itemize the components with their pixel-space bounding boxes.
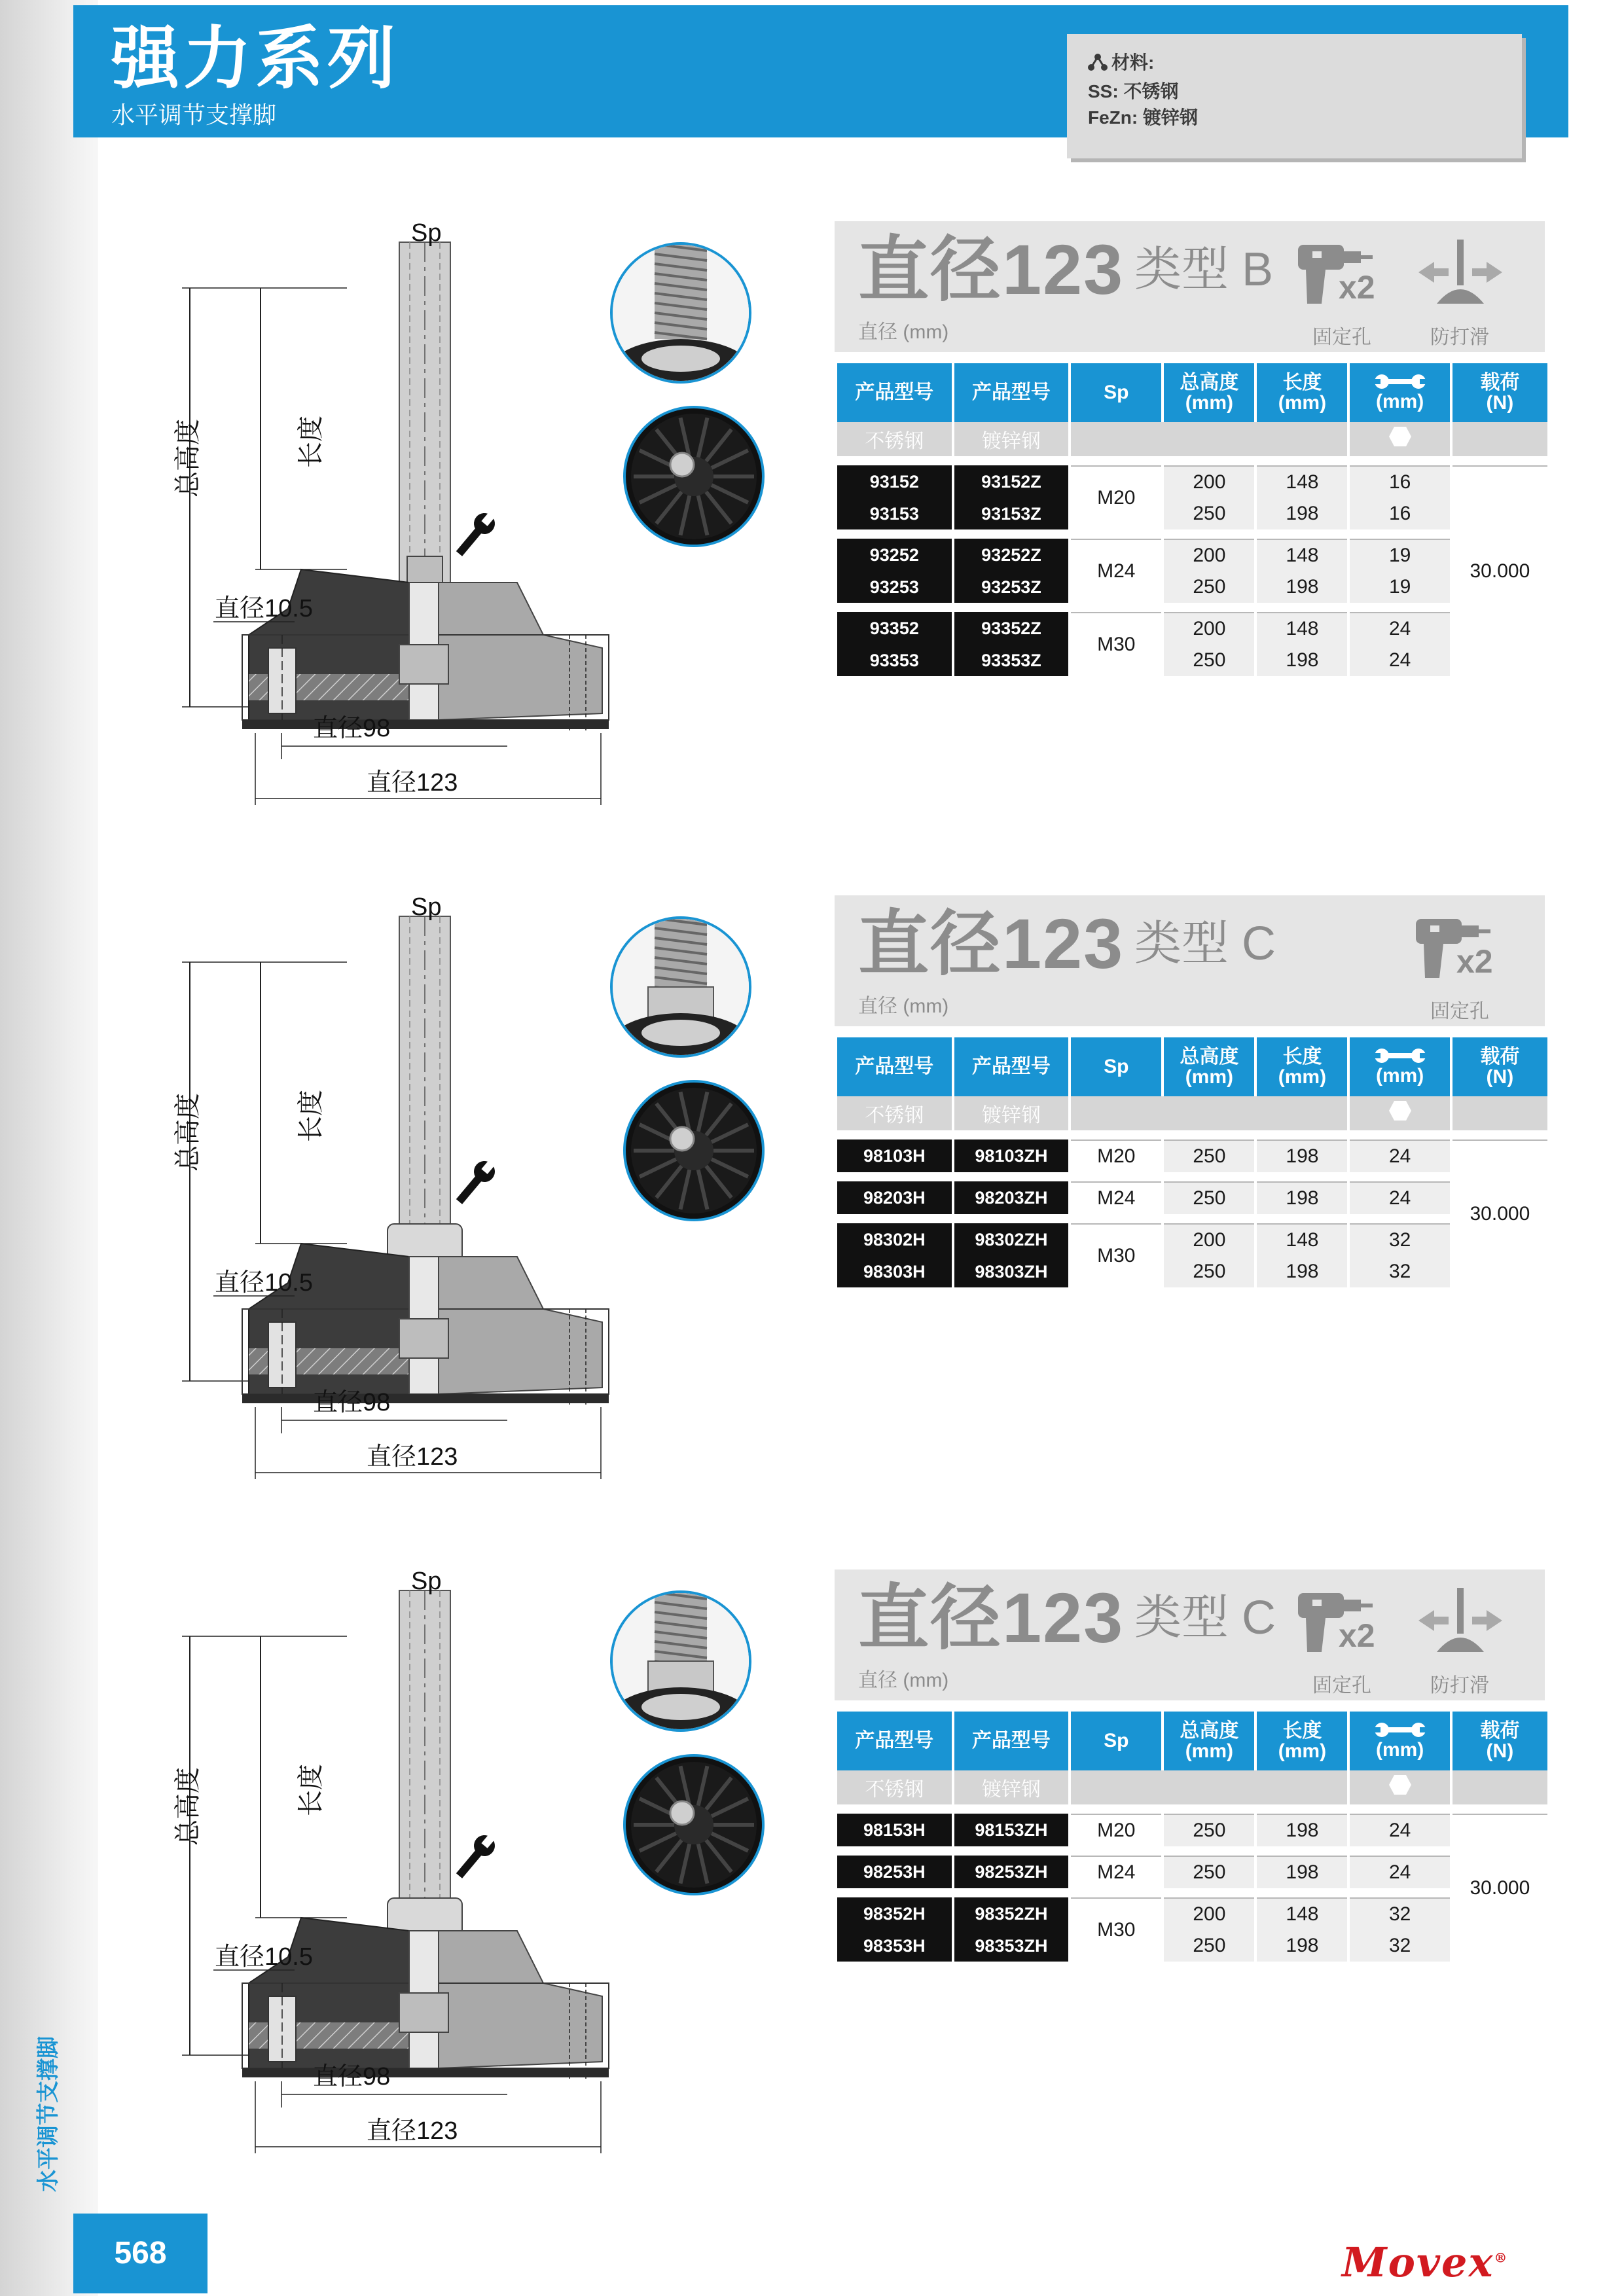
table-row	[837, 1256, 1547, 1287]
hex-nut-icon	[1388, 426, 1412, 447]
sp-value: M24	[1071, 1181, 1161, 1214]
spec-table	[835, 1037, 1550, 1287]
total-height-value: 250	[1164, 1814, 1254, 1846]
product-code-zn: 98302ZH	[954, 1223, 1069, 1256]
col-load: 载荷 (N)	[1453, 363, 1547, 422]
section-heading	[835, 1570, 1545, 1700]
page-number: 568	[73, 2214, 208, 2293]
wrench-value: 32	[1350, 1223, 1449, 1256]
length-value: 148	[1257, 465, 1347, 498]
section-type: 类型 C	[1134, 918, 1276, 970]
product-code-ss: 98153H	[837, 1814, 952, 1846]
product-code-ss: 98253H	[837, 1856, 952, 1888]
label-total-height: 总高度	[173, 1767, 202, 1846]
section-heading	[835, 221, 1545, 352]
photo-rod-closeup	[609, 241, 753, 385]
sp-value: M30	[1071, 1897, 1161, 1962]
fixing-hole-feature	[1411, 910, 1509, 1021]
hex-nut-icon	[1388, 1774, 1412, 1795]
col-total-height: 总高度 (mm)	[1164, 363, 1254, 422]
wrench-value: 16	[1350, 465, 1449, 498]
product-code-zn: 98353ZH	[954, 1930, 1069, 1962]
col-code-ss: 产品型号	[837, 363, 952, 422]
sp-value: M24	[1071, 539, 1161, 603]
fixing-hole-label: 固定孔	[1430, 1001, 1489, 1022]
table-row	[837, 1139, 1547, 1172]
fixing-hole-feature	[1293, 1584, 1391, 1695]
technical-drawing	[151, 1564, 635, 2153]
product-section-3	[0, 1564, 1624, 2219]
label-total-height: 总高度	[173, 1093, 202, 1172]
wrench-icon	[1374, 1721, 1426, 1738]
material-label-row	[1088, 48, 1154, 75]
product-code-zn: 98153ZH	[954, 1814, 1069, 1846]
length-value: 148	[1257, 1897, 1347, 1930]
product-code-zn: 93153Z	[954, 498, 1069, 529]
table-row	[837, 645, 1547, 676]
table-row	[837, 465, 1547, 498]
load-value: 30.000	[1453, 465, 1547, 676]
section-unit: 直径 (mm)	[858, 321, 949, 343]
total-height-value: 250	[1164, 571, 1254, 603]
anti-slip-icon	[1411, 236, 1509, 314]
col-total-height: 总高度 (mm)	[1164, 1712, 1254, 1770]
product-code-zn: 98103ZH	[954, 1139, 1069, 1172]
label-sp: Sp	[411, 893, 442, 921]
label-outer: 直径123	[367, 1443, 458, 1471]
sp-value: M20	[1071, 1139, 1161, 1172]
fixing-hole-feature	[1293, 236, 1391, 347]
label-total-height: 总高度	[173, 419, 202, 497]
table-row	[837, 1930, 1547, 1962]
col-code-zn: 产品型号	[954, 363, 1069, 422]
x2-badge: x2	[1456, 943, 1493, 980]
photo-base-bottom	[622, 1753, 766, 1897]
section-title: 直径123	[858, 1578, 1125, 1657]
col-wrench: (mm)	[1350, 1037, 1449, 1096]
product-code-ss: 93353	[837, 645, 952, 676]
side-tab-label: 水平调节支撑脚	[36, 2036, 61, 2192]
fixing-hole-label: 固定孔	[1312, 327, 1371, 348]
brand-registered-mark: ®	[1494, 2250, 1509, 2266]
length-value: 148	[1257, 612, 1347, 645]
anti-slip-label: 防打滑	[1430, 327, 1489, 348]
sp-value: M20	[1071, 1814, 1161, 1846]
total-height-value: 250	[1164, 645, 1254, 676]
total-height-value: 250	[1164, 1256, 1254, 1287]
col-length: 长度 (mm)	[1257, 363, 1347, 422]
photo-rod-closeup	[609, 915, 753, 1059]
anti-slip-icon	[1411, 1584, 1509, 1662]
label-sp: Sp	[411, 219, 442, 247]
col-code-ss: 产品型号	[837, 1712, 952, 1770]
anti-slip-feature	[1411, 236, 1509, 347]
label-inner: 直径98	[313, 1389, 391, 1416]
col-wrench: (mm)	[1350, 363, 1449, 422]
anti-slip-label: 防打滑	[1430, 1675, 1489, 1696]
total-height-value: 200	[1164, 465, 1254, 498]
product-code-zn: 98303ZH	[954, 1256, 1069, 1287]
wrench-value: 32	[1350, 1930, 1449, 1962]
col-code-zn: 产品型号	[954, 1712, 1069, 1770]
table-row	[837, 1897, 1547, 1930]
product-code-ss: 93152	[837, 465, 952, 498]
label-length: 长度	[297, 1764, 325, 1816]
total-height-value: 250	[1164, 1181, 1254, 1214]
wrench-value: 32	[1350, 1897, 1449, 1930]
section-type: 类型 C	[1134, 1592, 1276, 1644]
col-load: 载荷 (N)	[1453, 1037, 1547, 1096]
fixing-hole-label: 固定孔	[1312, 1675, 1371, 1696]
label-hole: 直径10.5	[215, 1269, 313, 1297]
material-row	[837, 1096, 1547, 1130]
length-value: 198	[1257, 1256, 1347, 1287]
wrench-value: 19	[1350, 571, 1449, 603]
label-outer: 直径123	[367, 2117, 458, 2145]
length-value: 148	[1257, 1223, 1347, 1256]
label-inner: 直径98	[313, 2063, 391, 2090]
total-height-value: 250	[1164, 498, 1254, 529]
product-code-ss: 93153	[837, 498, 952, 529]
label-length: 长度	[297, 416, 325, 468]
table-row	[837, 571, 1547, 603]
table-row	[837, 1856, 1547, 1888]
hex-nut-icon	[1388, 1100, 1412, 1121]
photo-base-bottom	[622, 404, 766, 548]
col-sp: Sp	[1071, 1037, 1161, 1096]
section-heading	[835, 895, 1545, 1026]
material-fezn: FeZn: 镀锌钢	[1088, 107, 1198, 128]
col-sp: Sp	[1071, 363, 1161, 422]
length-value: 198	[1257, 1856, 1347, 1888]
label-hole: 直径10.5	[215, 595, 313, 622]
material-legend	[1067, 34, 1522, 158]
product-code-ss: 98353H	[837, 1930, 952, 1962]
col-sp: Sp	[1071, 1712, 1161, 1770]
product-code-zn: 98352ZH	[954, 1897, 1069, 1930]
col-load: 载荷 (N)	[1453, 1712, 1547, 1770]
table-row	[837, 1223, 1547, 1256]
mat-ss: 不锈钢	[837, 422, 952, 456]
material-label: 材料:	[1111, 52, 1155, 73]
total-height-value: 200	[1164, 1897, 1254, 1930]
length-value: 198	[1257, 1814, 1347, 1846]
sp-value: M30	[1071, 1223, 1161, 1287]
total-height-value: 250	[1164, 1856, 1254, 1888]
technical-drawing	[151, 216, 635, 805]
material-row	[837, 1770, 1547, 1804]
length-value: 198	[1257, 1139, 1347, 1172]
wrench-value: 24	[1350, 612, 1449, 645]
wrench-value: 24	[1350, 1181, 1449, 1214]
section-title: 直径123	[858, 230, 1125, 309]
wrench-icon	[451, 1156, 500, 1208]
brand-logo	[1342, 2238, 1508, 2286]
wrench-value: 24	[1350, 1856, 1449, 1888]
load-value: 30.000	[1453, 1814, 1547, 1962]
total-height-value: 200	[1164, 539, 1254, 571]
photo-rod-closeup	[609, 1589, 753, 1733]
wrench-icon	[451, 1830, 500, 1882]
sp-value: M30	[1071, 612, 1161, 676]
material-icon	[1088, 53, 1108, 71]
table-header-row	[837, 1712, 1547, 1770]
page-subtitle: 水平调节支撑脚	[111, 101, 277, 128]
table-header-row	[837, 1037, 1547, 1096]
col-code-zn: 产品型号	[954, 1037, 1069, 1096]
table-row	[837, 1814, 1547, 1846]
product-code-ss: 98103H	[837, 1139, 952, 1172]
technical-drawing	[151, 890, 635, 1479]
wrench-icon	[451, 508, 500, 560]
total-height-value: 250	[1164, 1930, 1254, 1962]
section-unit: 直径 (mm)	[858, 996, 949, 1017]
wrench-value: 16	[1350, 498, 1449, 529]
x2-badge: x2	[1339, 1617, 1375, 1654]
section-type: 类型 B	[1134, 243, 1274, 296]
length-value: 198	[1257, 1181, 1347, 1214]
length-value: 198	[1257, 1930, 1347, 1962]
x2-badge: x2	[1339, 269, 1375, 306]
table-row	[837, 612, 1547, 645]
length-value: 198	[1257, 571, 1347, 603]
brand-name: Movex	[1342, 2238, 1494, 2286]
total-height-value: 200	[1164, 612, 1254, 645]
product-code-ss: 98302H	[837, 1223, 952, 1256]
length-value: 198	[1257, 498, 1347, 529]
anti-slip-feature	[1411, 1584, 1509, 1695]
length-value: 198	[1257, 645, 1347, 676]
label-length: 长度	[297, 1090, 325, 1142]
mat-zn: 镀锌钢	[954, 422, 1069, 456]
mat-zn: 镀锌钢	[954, 1096, 1069, 1130]
section-unit: 直径 (mm)	[858, 1670, 949, 1691]
mat-ss: 不锈钢	[837, 1770, 952, 1804]
col-code-ss: 产品型号	[837, 1037, 952, 1096]
product-code-zn: 93253Z	[954, 571, 1069, 603]
section-title: 直径123	[858, 904, 1125, 983]
col-length: 长度 (mm)	[1257, 1712, 1347, 1770]
total-height-value: 250	[1164, 1139, 1254, 1172]
table-header-row	[837, 363, 1547, 422]
product-code-ss: 98303H	[837, 1256, 952, 1287]
material-row	[837, 422, 1547, 456]
label-outer: 直径123	[367, 769, 458, 797]
product-section-1	[0, 216, 1624, 870]
product-code-zn: 98253ZH	[954, 1856, 1069, 1888]
wrench-value: 24	[1350, 645, 1449, 676]
wrench-value: 24	[1350, 1814, 1449, 1846]
product-section-2	[0, 890, 1624, 1545]
sp-value: M20	[1071, 465, 1161, 529]
spec-table	[835, 363, 1550, 676]
length-value: 148	[1257, 539, 1347, 571]
col-length: 长度 (mm)	[1257, 1037, 1347, 1096]
sp-value: M24	[1071, 1856, 1161, 1888]
product-code-zn: 93252Z	[954, 539, 1069, 571]
photo-base-bottom	[622, 1079, 766, 1223]
product-code-ss: 98203H	[837, 1181, 952, 1214]
spec-table	[835, 1712, 1550, 1962]
mat-ss: 不锈钢	[837, 1096, 952, 1130]
table-row	[837, 1181, 1547, 1214]
label-sp: Sp	[411, 1568, 442, 1595]
wrench-value: 24	[1350, 1139, 1449, 1172]
material-ss: SS: 不锈钢	[1088, 81, 1179, 101]
label-hole: 直径10.5	[215, 1943, 313, 1971]
product-code-zn: 93352Z	[954, 612, 1069, 645]
product-code-ss: 93252	[837, 539, 952, 571]
mat-zn: 镀锌钢	[954, 1770, 1069, 1804]
product-code-zn: 93353Z	[954, 645, 1069, 676]
wrench-value: 19	[1350, 539, 1449, 571]
wrench-icon	[1374, 1047, 1426, 1064]
col-wrench: (mm)	[1350, 1712, 1449, 1770]
product-code-zn: 98203ZH	[954, 1181, 1069, 1214]
wrench-icon	[1374, 373, 1426, 390]
col-total-height: 总高度 (mm)	[1164, 1037, 1254, 1096]
product-code-ss: 98352H	[837, 1897, 952, 1930]
total-height-value: 200	[1164, 1223, 1254, 1256]
product-code-ss: 93253	[837, 571, 952, 603]
table-row	[837, 498, 1547, 529]
product-code-zn: 93152Z	[954, 465, 1069, 498]
side-tab	[25, 2009, 72, 2219]
page-title: 强力系列	[111, 21, 400, 97]
table-row	[837, 539, 1547, 571]
wrench-value: 32	[1350, 1256, 1449, 1287]
load-value: 30.000	[1453, 1139, 1547, 1287]
product-code-ss: 93352	[837, 612, 952, 645]
label-inner: 直径98	[313, 715, 391, 742]
